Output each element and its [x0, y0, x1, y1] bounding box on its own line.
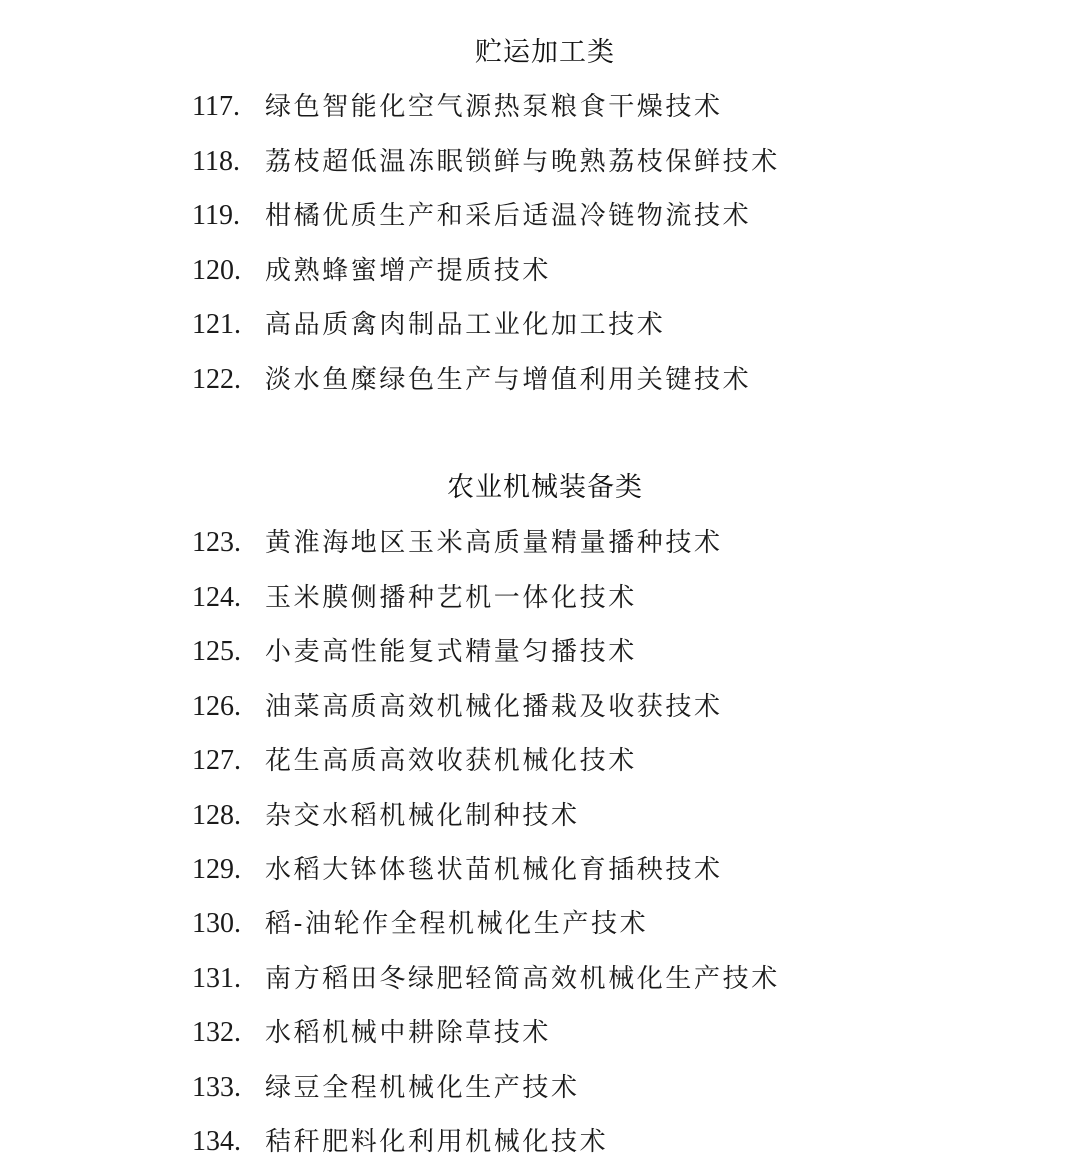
item-number: 126.: [192, 691, 241, 722]
item-text: 柑橘优质生产和采后适温冷链物流技术: [265, 201, 752, 231]
item-number: 129.: [192, 854, 241, 885]
item-number: 118.: [192, 146, 240, 177]
item-text: 小麦高性能复式精量匀播技术: [265, 637, 637, 667]
item-text: 黄淮海地区玉米高质量精量播种技术: [265, 528, 723, 558]
item-number: 120.: [192, 255, 241, 286]
item-number: 130.: [192, 908, 241, 939]
item-number: 122.: [192, 364, 241, 395]
item-number: 128.: [192, 800, 241, 831]
item-text: 成熟蜂蜜增产提质技术: [265, 256, 552, 286]
item-number: 133.: [192, 1072, 241, 1103]
item-number: 134.: [192, 1126, 241, 1157]
item-text: 淡水鱼糜绿色生产与增值利用关键技术: [265, 365, 752, 395]
item-number: 117.: [192, 91, 240, 122]
item-text: 南方稻田冬绿肥轻简高效机械化生产技术: [265, 964, 780, 994]
item-number: 121.: [192, 309, 241, 340]
item-number: 119.: [192, 200, 240, 231]
item-text: 花生高质高效收获机械化技术: [265, 746, 637, 776]
item-text: 绿色智能化空气源热泵粮食干燥技术: [265, 92, 723, 122]
item-text: 高品质禽肉制品工业化加工技术: [265, 310, 666, 340]
item-text: 荔枝超低温冻眠锁鲜与晚熟荔枝保鲜技术: [265, 147, 780, 177]
item-number: 123.: [192, 527, 241, 558]
section-heading-storage-processing: 贮运加工类: [475, 37, 615, 68]
item-text: 杂交水稻机械化制种技术: [265, 801, 580, 831]
item-text: 玉米膜侧播种艺机一体化技术: [265, 583, 637, 613]
item-number: 131.: [192, 963, 241, 994]
item-number: 132.: [192, 1017, 241, 1048]
item-text: 水稻大钵体毯状苗机械化育插秧技术: [265, 855, 723, 885]
item-number: 125.: [192, 636, 241, 667]
item-text: 水稻机械中耕除草技术: [265, 1018, 552, 1048]
item-text: 油菜高质高效机械化播栽及收获技术: [265, 692, 723, 722]
item-text: 稻-油轮作全程机械化生产技术: [265, 909, 649, 939]
item-text: 绿豆全程机械化生产技术: [265, 1073, 580, 1103]
item-number: 127.: [192, 745, 241, 776]
section-heading-agricultural-machinery: 农业机械装备类: [447, 472, 643, 503]
item-number: 124.: [192, 582, 241, 613]
item-text: 秸秆肥料化利用机械化技术: [265, 1127, 609, 1157]
